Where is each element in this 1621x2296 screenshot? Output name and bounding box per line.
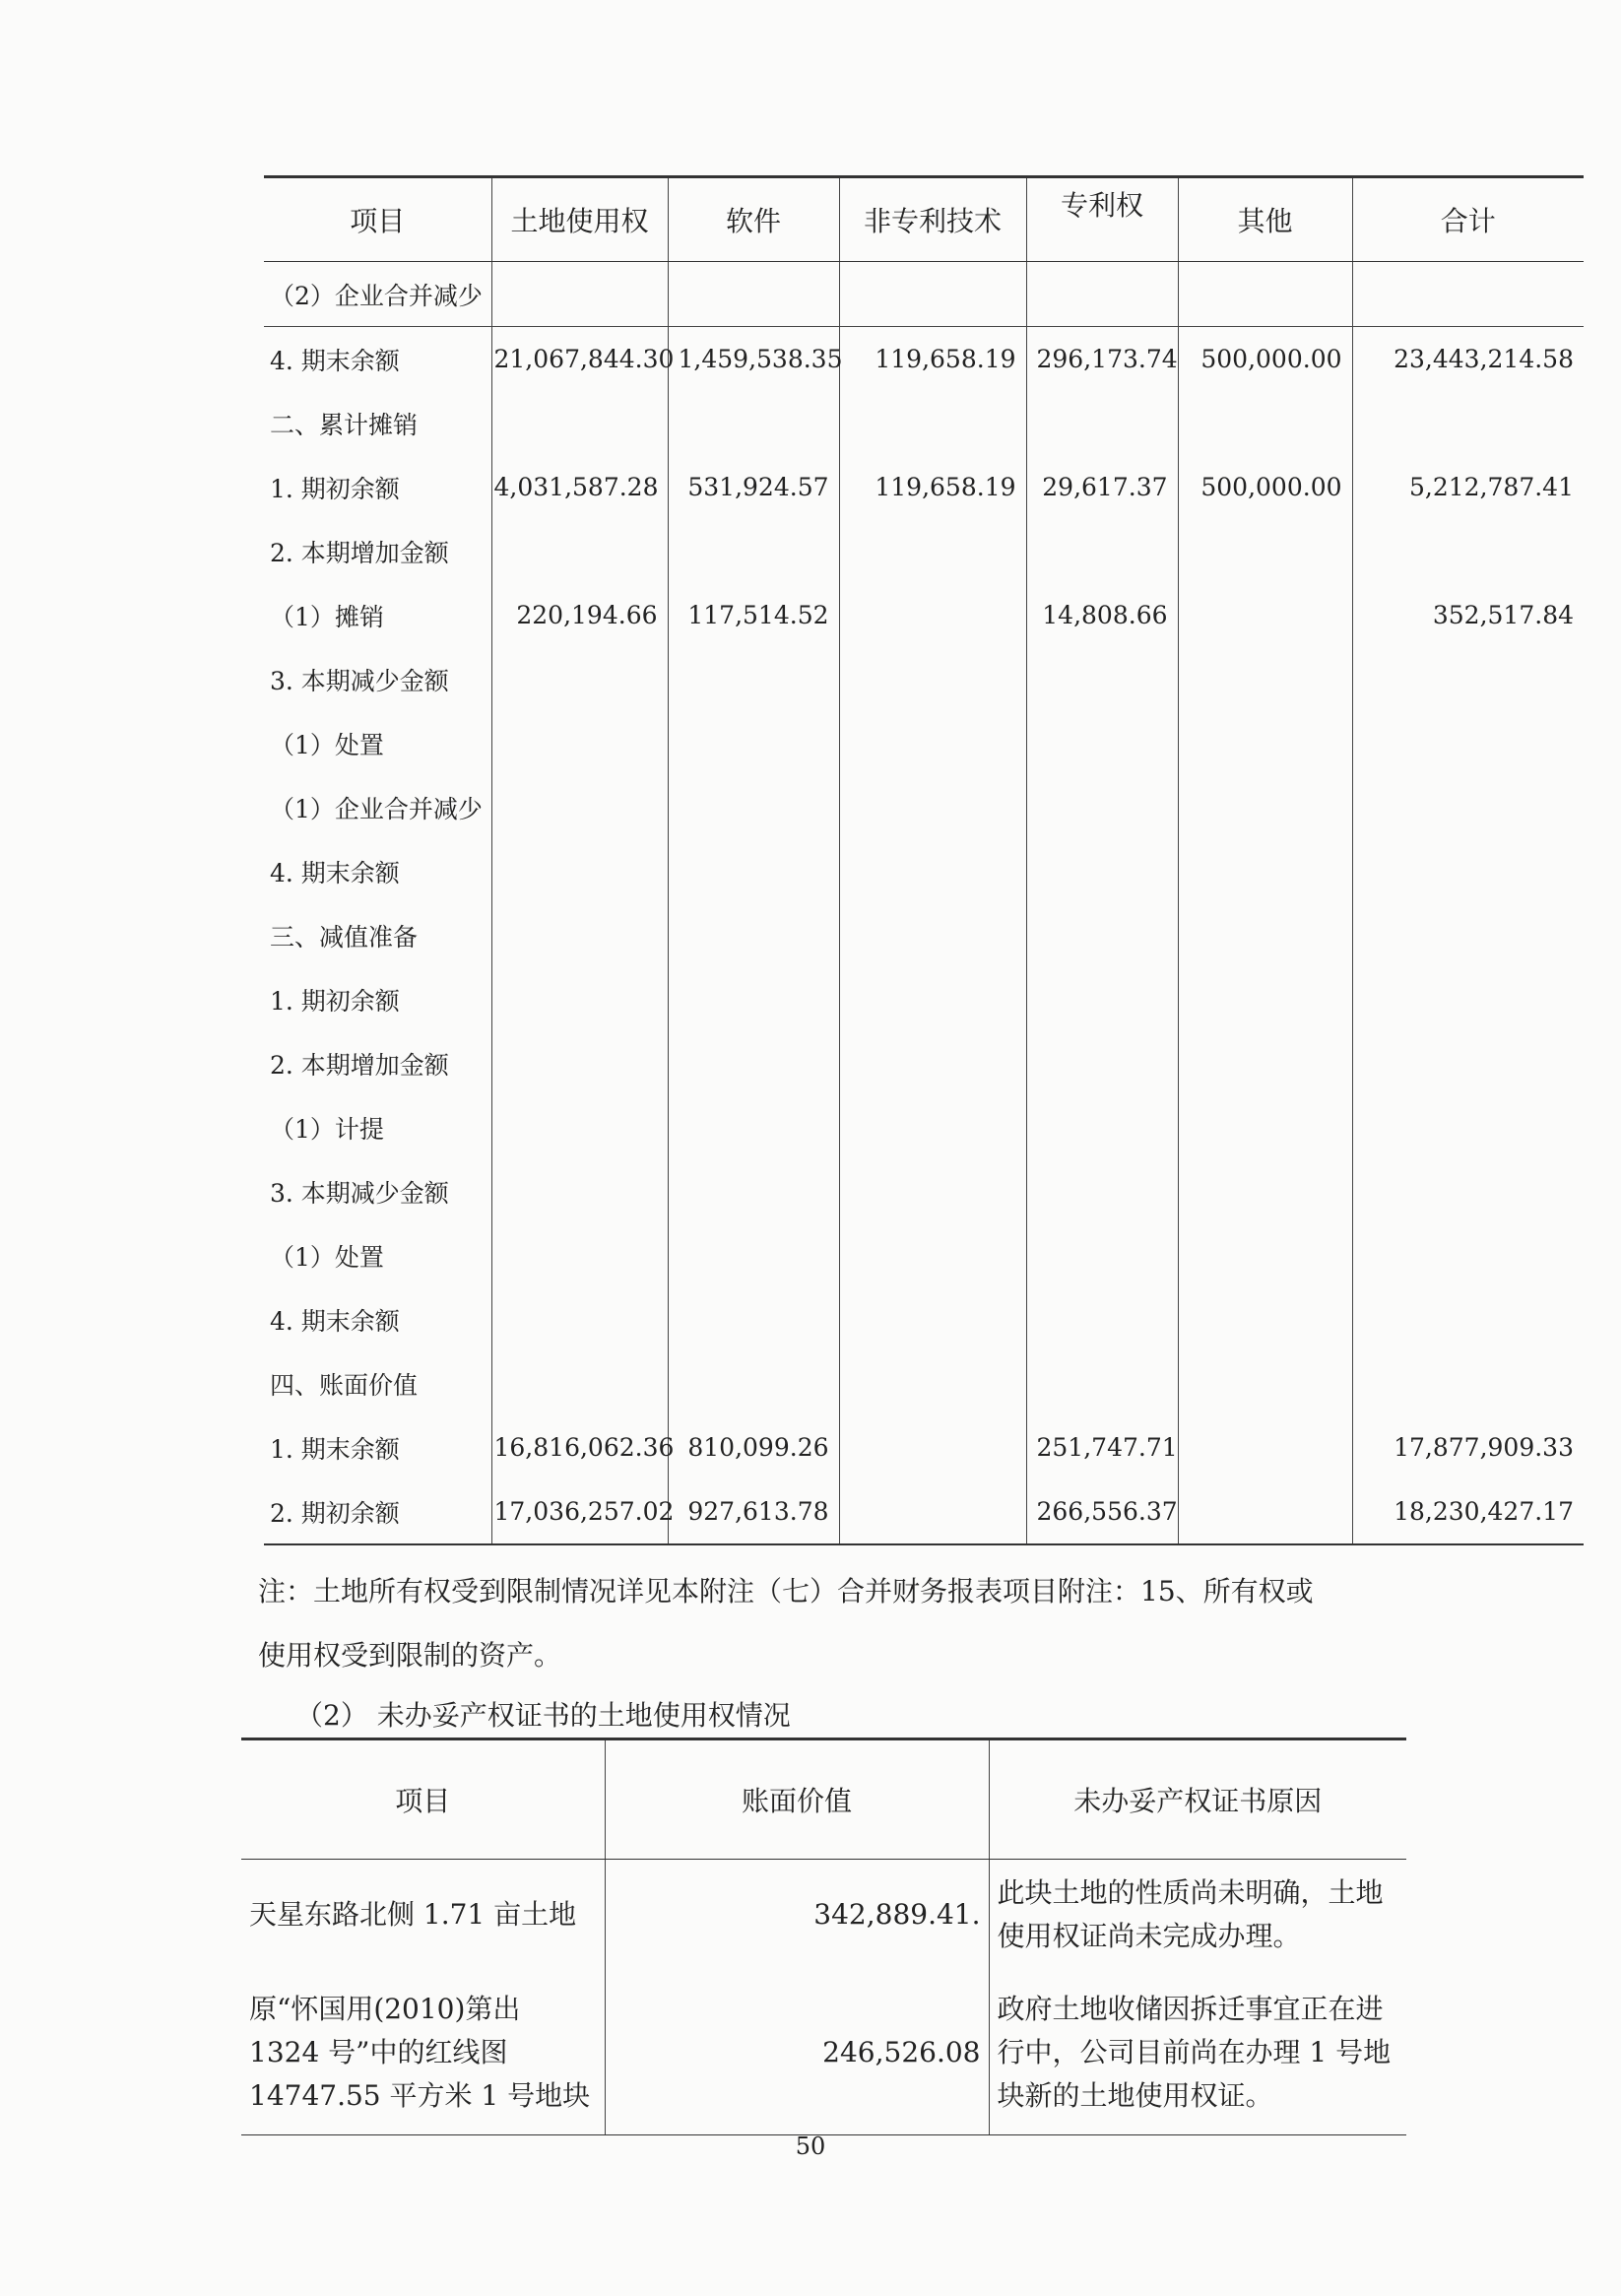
value-cell: 21,067,844.30 bbox=[491, 327, 668, 392]
value-cell bbox=[491, 262, 668, 327]
value-cell: 29,617.37 bbox=[1026, 455, 1178, 519]
table-row bbox=[264, 775, 1584, 839]
value-cell bbox=[1026, 1031, 1178, 1095]
value-cell bbox=[1178, 711, 1352, 775]
value-cell bbox=[491, 711, 668, 775]
value-cell bbox=[1026, 903, 1178, 967]
value-cell bbox=[668, 391, 839, 455]
value-cell: 119,658.19 bbox=[839, 455, 1026, 519]
value-cell: 117,514.52 bbox=[668, 583, 839, 647]
value-cell bbox=[491, 903, 668, 967]
value-cell bbox=[668, 262, 839, 327]
note-line-2: 使用权受到限制的资产。 bbox=[258, 1639, 562, 1672]
value-cell bbox=[491, 1223, 668, 1287]
header-patent: 专利权 bbox=[1026, 177, 1178, 262]
value-cell bbox=[1352, 1159, 1584, 1223]
header-item: 项目 bbox=[264, 177, 491, 262]
value-cell bbox=[1352, 903, 1584, 967]
row-label: （2）企业合并减少 bbox=[264, 262, 491, 327]
value-cell bbox=[839, 1479, 1026, 1544]
value-cell bbox=[839, 391, 1026, 455]
value-cell bbox=[1026, 391, 1178, 455]
value-cell bbox=[839, 1095, 1026, 1159]
value-cell bbox=[839, 1351, 1026, 1415]
value-cell bbox=[491, 775, 668, 839]
table-row bbox=[264, 327, 1584, 392]
row-label: 3. 本期减少金额 bbox=[270, 666, 449, 695]
row-label: （1）摊销 bbox=[270, 602, 384, 631]
value-cell bbox=[1178, 647, 1352, 711]
value-cell bbox=[1026, 1287, 1178, 1351]
row-label: 2. 本期增加金额 bbox=[270, 538, 449, 567]
value-cell bbox=[491, 967, 668, 1031]
value-cell bbox=[491, 647, 668, 711]
section-2-title: （2） 未办妥产权证书的土地使用权情况 bbox=[295, 1699, 791, 1732]
value-cell bbox=[1352, 391, 1584, 455]
value-cell bbox=[1026, 839, 1178, 903]
value-cell bbox=[1352, 775, 1584, 839]
value-cell bbox=[1178, 1095, 1352, 1159]
value-cell bbox=[491, 1031, 668, 1095]
value-cell bbox=[1352, 519, 1584, 583]
value-cell: 531,924.57 bbox=[668, 455, 839, 519]
value-cell bbox=[1178, 1415, 1352, 1479]
value-cell bbox=[839, 1031, 1026, 1095]
value-cell bbox=[839, 775, 1026, 839]
row-label: （1）处置 bbox=[270, 730, 384, 759]
value-cell bbox=[1352, 839, 1584, 903]
value-cell: 5,212,787.41 bbox=[1352, 455, 1584, 519]
value-cell bbox=[839, 967, 1026, 1031]
cell-book-value: 342,889.41. bbox=[605, 1860, 989, 1971]
table-row bbox=[241, 1970, 1406, 2135]
value-cell bbox=[839, 711, 1026, 775]
value-cell: 296,173.74 bbox=[1026, 327, 1178, 392]
value-cell bbox=[1026, 519, 1178, 583]
value-cell bbox=[1352, 967, 1584, 1031]
row-label: 1. 期末余额 bbox=[270, 1434, 400, 1464]
value-cell bbox=[1026, 967, 1178, 1031]
value-cell bbox=[1352, 1351, 1584, 1415]
value-cell bbox=[1026, 262, 1178, 327]
value-cell bbox=[839, 1415, 1026, 1479]
row-label: 四、账面价值 bbox=[270, 1370, 419, 1400]
cell-book-value: 246,526.08 bbox=[605, 1970, 989, 2135]
table-header-row bbox=[264, 177, 1584, 262]
cell-item: 原“怀国用(2010)第出 1324 号”中的红线图 14747.55 平方米 1 号地块 bbox=[241, 1970, 605, 2135]
value-cell: 1,459,538.35 bbox=[668, 327, 839, 392]
value-cell bbox=[668, 1287, 839, 1351]
value-cell bbox=[491, 839, 668, 903]
table-row bbox=[264, 391, 1584, 455]
table-row bbox=[264, 1159, 1584, 1223]
value-cell bbox=[1026, 711, 1178, 775]
header-land-use-right: 土地使用权 bbox=[491, 177, 668, 262]
table-row bbox=[264, 903, 1584, 967]
cell-reason: 此块土地的性质尚未明确，土地使用权证尚未完成办理。 bbox=[989, 1860, 1406, 1971]
page-number: 50 bbox=[795, 2132, 826, 2160]
header-total: 合计 bbox=[1352, 177, 1584, 262]
value-cell: 16,816,062.36 bbox=[491, 1415, 668, 1479]
value-cell bbox=[668, 711, 839, 775]
table-row bbox=[264, 967, 1584, 1031]
value-cell bbox=[1178, 1223, 1352, 1287]
row-label: 3. 本期减少金额 bbox=[270, 1178, 449, 1208]
value-cell bbox=[491, 1159, 668, 1223]
value-cell bbox=[668, 1159, 839, 1223]
value-cell bbox=[668, 1095, 839, 1159]
value-cell bbox=[668, 1223, 839, 1287]
value-cell bbox=[1026, 647, 1178, 711]
row-label: 1. 期初余额 bbox=[270, 986, 400, 1016]
value-cell bbox=[1178, 262, 1352, 327]
value-cell bbox=[491, 519, 668, 583]
row-label: 二、累计摊销 bbox=[270, 410, 419, 439]
value-cell bbox=[1026, 1095, 1178, 1159]
value-cell bbox=[839, 1159, 1026, 1223]
value-cell bbox=[1352, 1287, 1584, 1351]
value-cell bbox=[1352, 1223, 1584, 1287]
value-cell: 810,099.26 bbox=[668, 1415, 839, 1479]
value-cell: 251,747.71 bbox=[1026, 1415, 1178, 1479]
value-cell bbox=[491, 391, 668, 455]
value-cell bbox=[1026, 1351, 1178, 1415]
table-row bbox=[264, 1223, 1584, 1287]
value-cell: 4,031,587.28 bbox=[491, 455, 668, 519]
value-cell bbox=[491, 1351, 668, 1415]
table-row bbox=[264, 647, 1584, 711]
value-cell bbox=[839, 519, 1026, 583]
value-cell bbox=[1178, 775, 1352, 839]
value-cell bbox=[491, 1095, 668, 1159]
value-cell bbox=[491, 1287, 668, 1351]
value-cell bbox=[1352, 262, 1584, 327]
value-cell bbox=[1178, 1031, 1352, 1095]
value-cell bbox=[668, 519, 839, 583]
value-cell bbox=[1178, 839, 1352, 903]
value-cell: 14,808.66 bbox=[1026, 583, 1178, 647]
value-cell bbox=[668, 903, 839, 967]
value-cell bbox=[839, 647, 1026, 711]
value-cell: 500,000.00 bbox=[1178, 327, 1352, 392]
value-cell bbox=[668, 967, 839, 1031]
value-cell bbox=[1352, 711, 1584, 775]
unregistered-land-table bbox=[241, 1738, 1406, 2135]
value-cell bbox=[839, 1287, 1026, 1351]
value-cell bbox=[839, 839, 1026, 903]
value-cell bbox=[1178, 391, 1352, 455]
table-row bbox=[264, 583, 1584, 647]
header-reason: 未办妥产权证书原因 bbox=[989, 1739, 1406, 1860]
header-other: 其他 bbox=[1178, 177, 1352, 262]
value-cell bbox=[839, 583, 1026, 647]
note-line-1: 注：土地所有权受到限制情况详见本附注（七）合并财务报表项目附注：15、所有权或 bbox=[258, 1575, 1314, 1607]
row-label: 4. 期末余额 bbox=[270, 858, 400, 887]
row-label: （1）计提 bbox=[270, 1114, 384, 1144]
value-cell bbox=[668, 839, 839, 903]
cell-item: 天星东路北侧 1.71 亩土地 bbox=[249, 1898, 577, 1931]
value-cell: 500,000.00 bbox=[1178, 455, 1352, 519]
value-cell bbox=[1026, 1159, 1178, 1223]
row-label: 4. 期末余额 bbox=[270, 346, 400, 375]
header-book-value: 账面价值 bbox=[605, 1739, 989, 1860]
table-row bbox=[264, 1351, 1584, 1415]
header-non-patent-tech: 非专利技术 bbox=[839, 177, 1026, 262]
table-row bbox=[264, 455, 1584, 519]
row-label: （1）企业合并减少 bbox=[270, 794, 483, 823]
table-row bbox=[241, 1860, 1406, 1971]
value-cell: 220,194.66 bbox=[491, 583, 668, 647]
row-label: 三、减值准备 bbox=[270, 922, 419, 951]
value-cell bbox=[1178, 903, 1352, 967]
value-cell bbox=[1178, 519, 1352, 583]
value-cell: 119,658.19 bbox=[839, 327, 1026, 392]
value-cell bbox=[1352, 1095, 1584, 1159]
value-cell: 352,517.84 bbox=[1352, 583, 1584, 647]
table-row bbox=[264, 1095, 1584, 1159]
value-cell bbox=[1026, 1223, 1178, 1287]
value-cell: 17,036,257.02 bbox=[491, 1479, 668, 1544]
table-row bbox=[264, 1415, 1584, 1479]
row-label: 2. 期初余额 bbox=[264, 1479, 491, 1544]
table-row bbox=[264, 1287, 1584, 1351]
value-cell: 927,613.78 bbox=[668, 1479, 839, 1544]
value-cell bbox=[1178, 1479, 1352, 1544]
value-cell: 266,556.37 bbox=[1026, 1479, 1178, 1544]
table-row bbox=[264, 262, 1584, 327]
row-label: （1）处置 bbox=[270, 1242, 384, 1272]
value-cell: 18,230,427.17 bbox=[1352, 1479, 1584, 1544]
value-cell bbox=[839, 1223, 1026, 1287]
table-row bbox=[264, 519, 1584, 583]
table-row bbox=[264, 1479, 1584, 1544]
value-cell bbox=[839, 262, 1026, 327]
value-cell bbox=[1178, 1287, 1352, 1351]
header-software: 软件 bbox=[668, 177, 839, 262]
value-cell bbox=[839, 903, 1026, 967]
value-cell bbox=[668, 1351, 839, 1415]
cell-reason: 政府土地收储因拆迁事宜正在进行中，公司目前尚在办理 1 号地块新的土地使用权证。 bbox=[989, 1970, 1406, 2135]
value-cell bbox=[1352, 647, 1584, 711]
value-cell bbox=[1178, 967, 1352, 1031]
table-row bbox=[264, 839, 1584, 903]
value-cell: 23,443,214.58 bbox=[1352, 327, 1584, 392]
value-cell bbox=[668, 775, 839, 839]
value-cell bbox=[1026, 775, 1178, 839]
value-cell bbox=[1178, 1159, 1352, 1223]
table-row bbox=[264, 1031, 1584, 1095]
header-item: 项目 bbox=[241, 1739, 605, 1860]
value-cell bbox=[1352, 1031, 1584, 1095]
value-cell bbox=[668, 647, 839, 711]
value-cell bbox=[1178, 1351, 1352, 1415]
value-cell: 17,877,909.33 bbox=[1352, 1415, 1584, 1479]
row-label: 4. 期末余额 bbox=[270, 1306, 400, 1336]
table-row bbox=[264, 711, 1584, 775]
value-cell bbox=[668, 1031, 839, 1095]
intangible-assets-table bbox=[264, 175, 1584, 1545]
table-header-row bbox=[241, 1739, 1406, 1860]
row-label: 1. 期初余额 bbox=[270, 474, 400, 503]
value-cell bbox=[1178, 583, 1352, 647]
row-label: 2. 本期增加金额 bbox=[270, 1050, 449, 1080]
